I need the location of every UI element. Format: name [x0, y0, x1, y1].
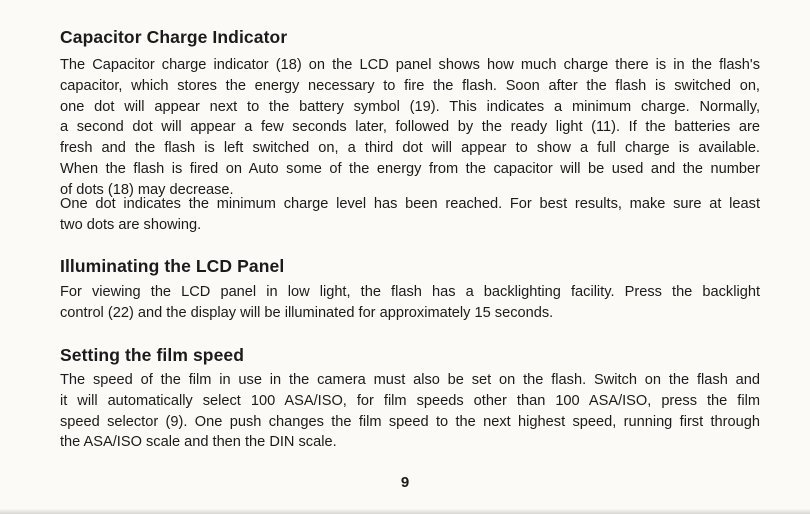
page-number: 9: [400, 474, 410, 491]
text-line: the ASA/ISO scale and then the DIN scale.: [60, 434, 337, 451]
text-line: The Capacitor charge indicator (18) on the LCD panel shows how much charge there is in the flash's: [60, 57, 760, 73]
heading-illuminating-lcd-panel: Illuminating the LCD Panel: [60, 256, 285, 276]
text-line: capacitor, which stores the energy necessary to fire the flash. Soon after the flash is switched on,: [60, 77, 760, 94]
paragraph-minimum-charge: [60, 194, 760, 236]
text-line: For viewing the LCD panel in low light, the flash has a backlighting facility. Press the backlight: [60, 284, 760, 300]
text-line: two dots are showing.: [60, 216, 202, 233]
text-line: When the flash is fired on Auto some of the energy from the capacitor will be used and the number: [60, 160, 760, 177]
paragraph-film-speed: [60, 370, 760, 453]
page-bottom-edge: [0, 508, 810, 514]
text-line: The speed of the film in use in the camera must also be set on the flash. Switch on the flash and: [60, 372, 760, 388]
text-line: it will automatically select 100 ASA/ISO, for film speeds other than 100 ASA/ISO, press the film: [60, 392, 760, 409]
text-line: fresh and the flash is left switched on, a third dot will appear to show a full charge is available.: [60, 140, 760, 157]
text-line: One dot indicates the minimum charge level has been reached. For best results, make sure at least: [60, 196, 760, 212]
text-line: one dot will appear next to the battery symbol (19). This indicates a minimum charge. Normally,: [60, 98, 760, 115]
paragraph-capacitor-charge: [60, 55, 760, 201]
text-line: a second dot will appear a few seconds later, followed by the ready light (11). If the batteries are: [60, 119, 760, 136]
text-line: control (22) and the display will be illuminated for approximately 15 seconds.: [60, 304, 554, 321]
text-line: of dots (18) may decrease.: [60, 181, 234, 198]
text-line: speed selector (9). One push changes the film speed to the next highest speed, running first through: [60, 413, 760, 430]
paragraph-backlighting: [60, 282, 760, 324]
heading-setting-film-speed: Setting the film speed: [60, 345, 245, 365]
heading-capacitor-charge-indicator: Capacitor Charge Indicator: [60, 27, 288, 47]
